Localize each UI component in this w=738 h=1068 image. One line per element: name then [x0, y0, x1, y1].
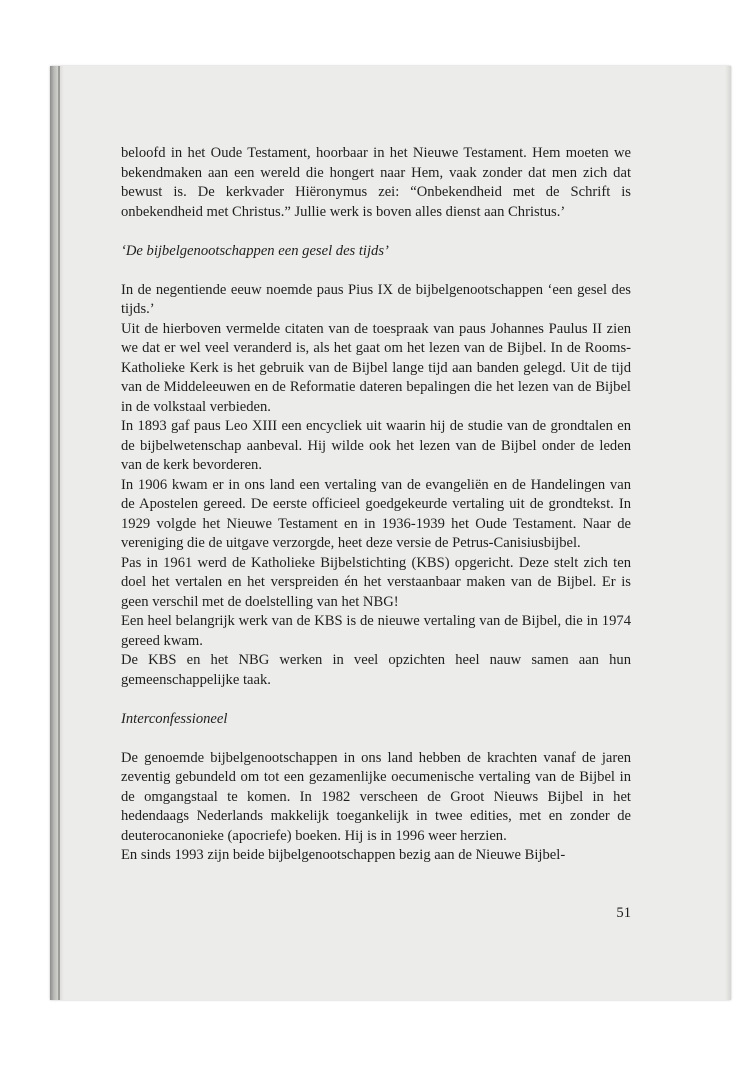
book-page	[50, 66, 731, 1000]
body-text	[121, 144, 631, 866]
page-edge	[725, 66, 731, 1000]
spine-fold-line	[58, 66, 60, 1000]
paragraph: Pas in 1961 werd de Katholieke Bijbelstichting (KBS) opgericht. Deze stelt zich ten doel het vertalen en het verspreiden én het verstaanbaar maken van de Bijbel. Er is geen verschil met de doelstelling van het NBG!	[121, 554, 631, 610]
section-heading: Interconfessioneel	[121, 710, 228, 727]
paragraph: En sinds 1993 zijn beide bijbelgenootschappen bezig aan de Nieuwe Bijbel-	[121, 847, 566, 863]
paragraph: beloofd in het Oude Testament, hoorbaar in het Nieuwe Testament. Hem moeten we bekendmaken aan een wereld die hongert naar Hem, vaak zonder dat men zich dat bewust is. De kerkvader Hiëronymus zei: “Onbekendheid met de Schrift is onbekendheid met Christus.” Jullie werk is boven alles dienst aan Christus.’	[121, 145, 631, 220]
book-spine	[50, 66, 64, 1000]
page-number: 51	[616, 905, 631, 921]
paragraph: In 1906 kwam er in ons land een vertaling van de evangeliën en de Handelingen van de Apostelen gereed. De eerste officieel goedgekeurde vertaling uit de grondtekst. In 1929 volgde het Nieuwe Testament en in 1936-1939 het Oude Testament. Naar de vereniging die de uitgave verzorgde, heet deze versie de Petrus-Canisiusbijbel.	[121, 476, 631, 551]
paragraph: In de negentiende eeuw noemde paus Pius IX de bijbelgenootschappen ‘een gesel des tijds.’	[121, 281, 631, 317]
paragraph: Een heel belangrijk werk van de KBS is de nieuwe vertaling van de Bijbel, die in 1974 gereed kwam.	[121, 613, 631, 649]
paragraph: De KBS en het NBG werken in veel opzichten heel nauw samen aan hun gemeenschappelijke taak.	[121, 652, 631, 688]
section-heading: ‘De bijbelgenootschappen een gesel des tijds’	[121, 242, 389, 259]
paragraph: In 1893 gaf paus Leo XIII een encycliek uit waarin hij de studie van de grondtalen en de bijbelwetenschap aanbeval. Hij wilde ook het lezen van de Bijbel onder de leden van de kerk bevorderen.	[121, 418, 631, 473]
paragraph: De genoemde bijbelgenootschappen in ons land hebben de krachten vanaf de jaren zeventig gebundeld om tot een gezamenlijke oecumenische vertaling van de Bijbel in de omgangstaal te komen. In 1982 verscheen de Groot Nieuws Bijbel in het hedendaags Nederlands makkelijk toegankelijk in twee edities, met en zonder de deuterocanonieke (apocriefe) boeken. Hij is in 1996 weer herzien.	[121, 749, 631, 844]
paragraph: Uit de hierboven vermelde citaten van de toespraak van paus Johannes Paulus II zien we dat er wel veel veranderd is, als het gaat om het lezen van de Bijbel. In de Rooms-Katholieke Kerk is het gebruik van de Bijbel lange tijd aan banden gelegd. Uit de tijd van de Middeleeuwen en de Reformatie dateren bepalingen die het lezen van de Bijbel in de volkstaal verbieden.	[121, 320, 631, 415]
